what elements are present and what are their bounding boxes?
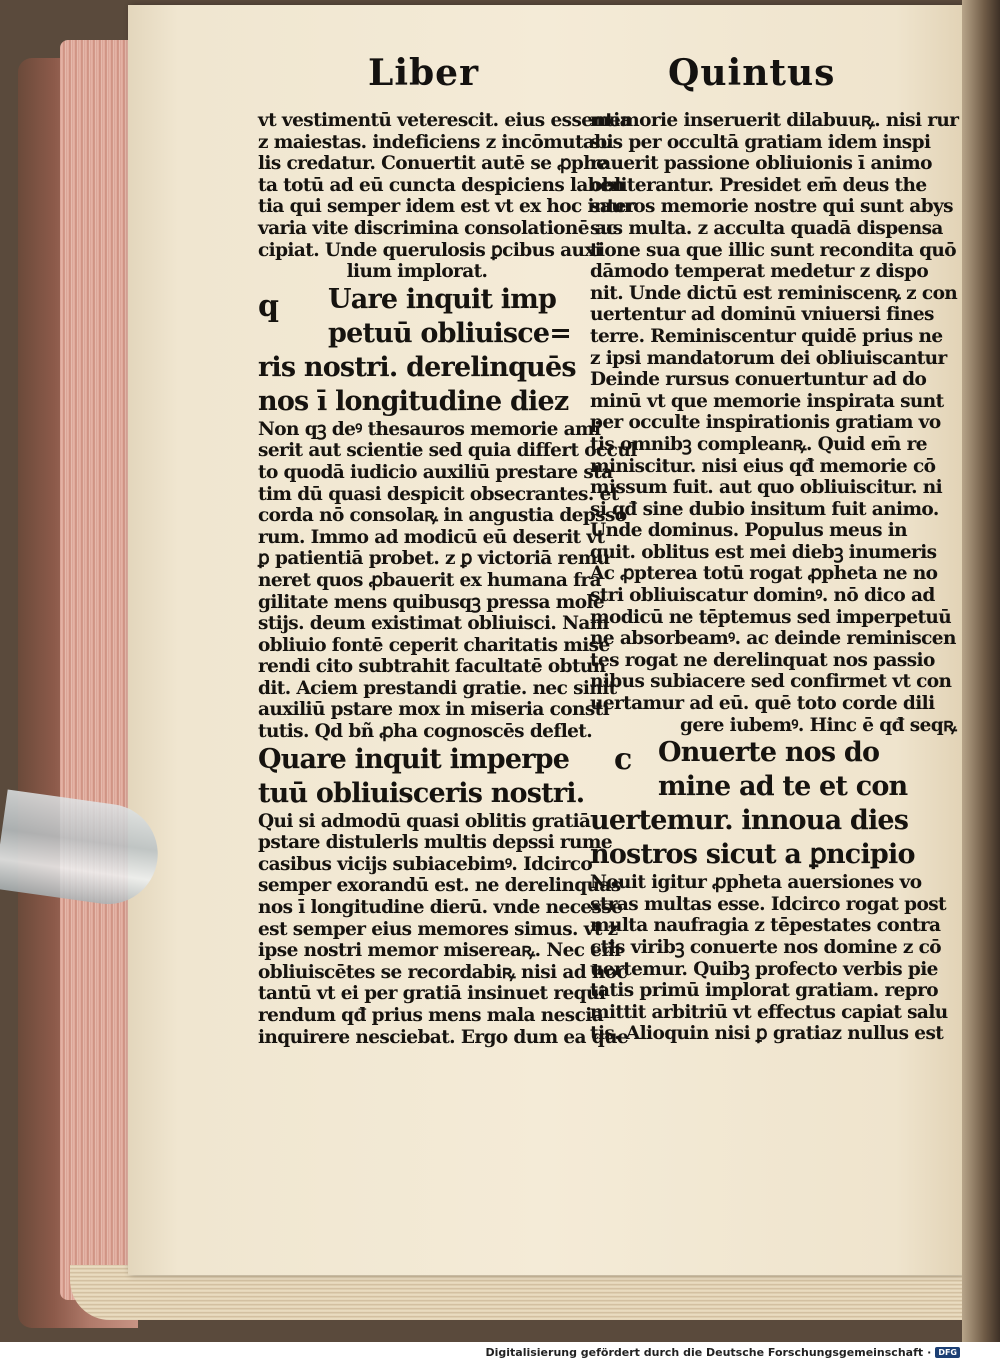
text-line: gere iubemꝰ. Hinc ē qđ seqꝶ — [680, 714, 957, 736]
text-line: rauerit passione obliuionis ī animo — [590, 153, 932, 175]
text-line: cipiat. Unde querulosis ꝑcibus auxi — [258, 239, 602, 261]
initial-letter: c — [614, 742, 633, 778]
text-line: mittit arbitriū vt effectus capiat salu — [590, 1001, 948, 1023]
running-head-left: Liber — [368, 52, 480, 94]
text-line: obliuiscētes se recordabiꝶ nisi ad hoc — [258, 961, 628, 983]
text-line: sus multa. z acculta quadā dispensa — [590, 217, 943, 239]
text-line: Unde dominus. Populus meus in — [590, 520, 908, 542]
text-line: uertamur ad eū. quē toto corde dili — [590, 693, 935, 715]
text-line: stijs. deum existimat obliuisci. Nam — [258, 613, 609, 635]
paragraph-top — [590, 110, 959, 715]
text-line: rendum qđ prius mens mala nescia — [258, 1005, 604, 1026]
text-line: miniscitur. nisi eius qđ memorie cō — [590, 455, 936, 477]
text-line: obliterantur. Presidet em̄ deus the — [590, 174, 927, 196]
paragraph-middle — [258, 418, 637, 743]
dfg-logo: DFG — [935, 1347, 960, 1358]
text-line: nos ī longitudine dierū. vnde necesse — [258, 897, 623, 919]
text-line: lis credatur. Conuertit autē se ꝓphe — [258, 153, 608, 175]
heading-line: Onuerte nos do — [658, 737, 880, 769]
heading-line: nos ī longitudine diez — [258, 385, 569, 417]
text-line: nit. Unde dictū est reminiscenꝶ z con — [590, 282, 958, 304]
heading-lines — [658, 736, 908, 804]
text-line: ta totū ad eū cuncta despiciens laben — [258, 174, 625, 196]
footer-separator: · — [927, 1346, 932, 1359]
heading-lines-continued — [590, 804, 915, 872]
text-line: est semper eius memores simus. vt z — [258, 918, 618, 940]
heading-line: petuū obliuisce= — [328, 317, 572, 349]
paragraph-bottom — [590, 872, 948, 1045]
heading-line: uertemur. innoua dies — [590, 805, 909, 837]
text-line: Deinde rursus conuertuntur ad do — [590, 369, 927, 391]
text-line: stras multas esse. Idcirco rogat post — [590, 893, 946, 915]
heading-block-1 — [258, 283, 576, 419]
text-line: rum. Immo ad modicū eū deserit vt — [258, 526, 605, 548]
text-line: nibus subiacere sed confirmet vt con — [590, 671, 952, 693]
text-line: minū vt que memorie inspirata sunt — [590, 390, 944, 412]
text-line: auxiliū pstare mox in miseria consti — [258, 699, 610, 721]
text-line: Non qꝫ deꝰ thesauros memorie ami — [258, 418, 601, 440]
book-gutter — [962, 0, 1000, 1342]
text-line: rendi cito subtrahit facultatē obtun — [258, 656, 606, 678]
text-line: semper exorandū est. ne derelinquas — [258, 875, 621, 897]
initial-letter: q — [258, 288, 279, 324]
text-line: lium implorat. — [346, 261, 488, 283]
text-line: Qui si admodū quasi oblitis gratiā — [258, 810, 591, 832]
heading-line: Quare inquit imperpe — [258, 743, 570, 775]
text-line: z ipsi mandatorum dei obliuiscantur — [590, 347, 947, 369]
text-line: tis omnibꝫ compleanꝶ. Quid em̄ re — [590, 433, 927, 455]
text-line: corda nō consolaꝶ in angustia depsso — [258, 505, 627, 527]
text-line: casibus vicijs subiacebimꝰ. Idcirco — [258, 853, 593, 875]
heading-lines — [328, 283, 576, 351]
text-line: ne absorbeamꝰ. ac deinde reminiscen — [590, 628, 956, 650]
text-line: neret quos ꝓbauerit ex humana fra — [258, 569, 602, 591]
text-line: ctis viribꝫ conuerte nos domine z cō — [590, 937, 941, 958]
text-line: uertentur ad dominū vniuersi fines — [590, 304, 934, 326]
text-line: vt vestimentū veterescit. eius essentia — [258, 110, 632, 131]
text-line: stri obliuiscatur dominꝰ. nō dico ad — [590, 585, 935, 607]
text-line: tes rogat ne derelinquat nos passio — [590, 649, 935, 671]
text-column-right — [590, 110, 959, 1045]
text-line: tia qui semper idem est vt ex hoc inter — [258, 196, 636, 218]
heading-block — [590, 736, 915, 872]
footer-text: Digitalisierung gefördert durch die Deutsche Forschungsgemeinschaft — [485, 1346, 924, 1359]
text-line: Ac ꝓpterea totū rogat ꝓpheta ne no — [590, 563, 938, 585]
text-column-left — [258, 110, 637, 1048]
text-line: gilitate mens quibusqꝫ pressa mole — [258, 591, 605, 613]
text-line: varia vite discrimina consolationē ac — [258, 217, 617, 239]
heading-line: mine ad te et con — [658, 771, 908, 803]
text-line: modicū ne tēptemus sed imperpetuū — [590, 606, 952, 628]
text-line: serit aut scientie sed quia differt occul — [258, 440, 637, 462]
text-line: uertemur. Quibꝫ profecto verbis pie — [590, 958, 938, 980]
paragraph-bottom — [258, 810, 629, 1049]
text-line: per occulte inspirationis gratiam vo — [590, 412, 941, 434]
text-line: tutis. Qd bñ ꝓha cognoscēs deflet. — [258, 721, 593, 743]
heading-line: tuū obliuisceris nostri. — [258, 777, 585, 809]
text-line: tis. Alioquin nisi ꝑ gratiaz nullus est — [590, 1023, 944, 1045]
text-line: sauros memorie nostre qui sunt abys — [590, 196, 953, 218]
text-line: ipse nostri memor misereaꝶ. Nec em̄ — [258, 940, 621, 962]
text-line: obliuio fontē ceperit charitatis mise — [258, 634, 610, 656]
text-line: tatis primū implorat gratiam. repro — [590, 980, 938, 1002]
text-line: to quodā iudicio auxiliū prestare sta — [258, 461, 613, 483]
text-line: missum fuit. aut quo obliuiscitur. ni — [590, 477, 943, 499]
text-line: z maiestas. indeficiens z incōmutabi — [258, 131, 614, 153]
text-line: inquirere nesciebat. Ergo dum ea que — [258, 1026, 629, 1048]
text-line: dit. Aciem prestandi gratie. nec sinit — [258, 677, 617, 699]
text-line: multa naufragia z tēpestates contra — [590, 915, 941, 937]
footer-credit — [485, 1346, 960, 1359]
heading-line: ris nostri. derelinquēs — [258, 351, 576, 383]
heading-line: Uare inquit imp — [328, 283, 557, 315]
text-line: tim dū quasi despicit obsecrantes. et — [258, 483, 619, 505]
heading-lines-continued — [258, 351, 576, 419]
text-line: dāmodo temperat medetur z dispo — [590, 261, 929, 283]
text-line: Nouit igitur ꝓpheta auersiones vo — [590, 872, 922, 894]
text-line: memorie inseruerit dilabuuꝶ. nisi rur — [590, 110, 959, 131]
text-line: tione sua que illic sunt recondita quō — [590, 239, 957, 261]
text-line: sus per occultā gratiam idem inspi — [590, 131, 931, 153]
heading-line: nostros sicut a ꝑncipio — [590, 839, 915, 871]
text-line: quit. oblitus est mei diebꝫ inumeris — [590, 541, 937, 563]
text-line: terre. Reminiscentur quidē prius ne — [590, 325, 943, 347]
heading-block-2 — [258, 743, 585, 811]
text-line: si qđ sine dubio insitum fuit animo. — [590, 498, 939, 520]
text-line: ꝑ patientiā probet. z ꝑ victoriā remu — [258, 548, 610, 570]
text-line: pstare distulerls multis depssi rume — [258, 832, 613, 854]
text-line: tantū vt ei per gratiā insinuet requi — [258, 983, 606, 1005]
paragraph-top — [258, 110, 636, 261]
running-head-right: Quintus — [668, 52, 836, 94]
